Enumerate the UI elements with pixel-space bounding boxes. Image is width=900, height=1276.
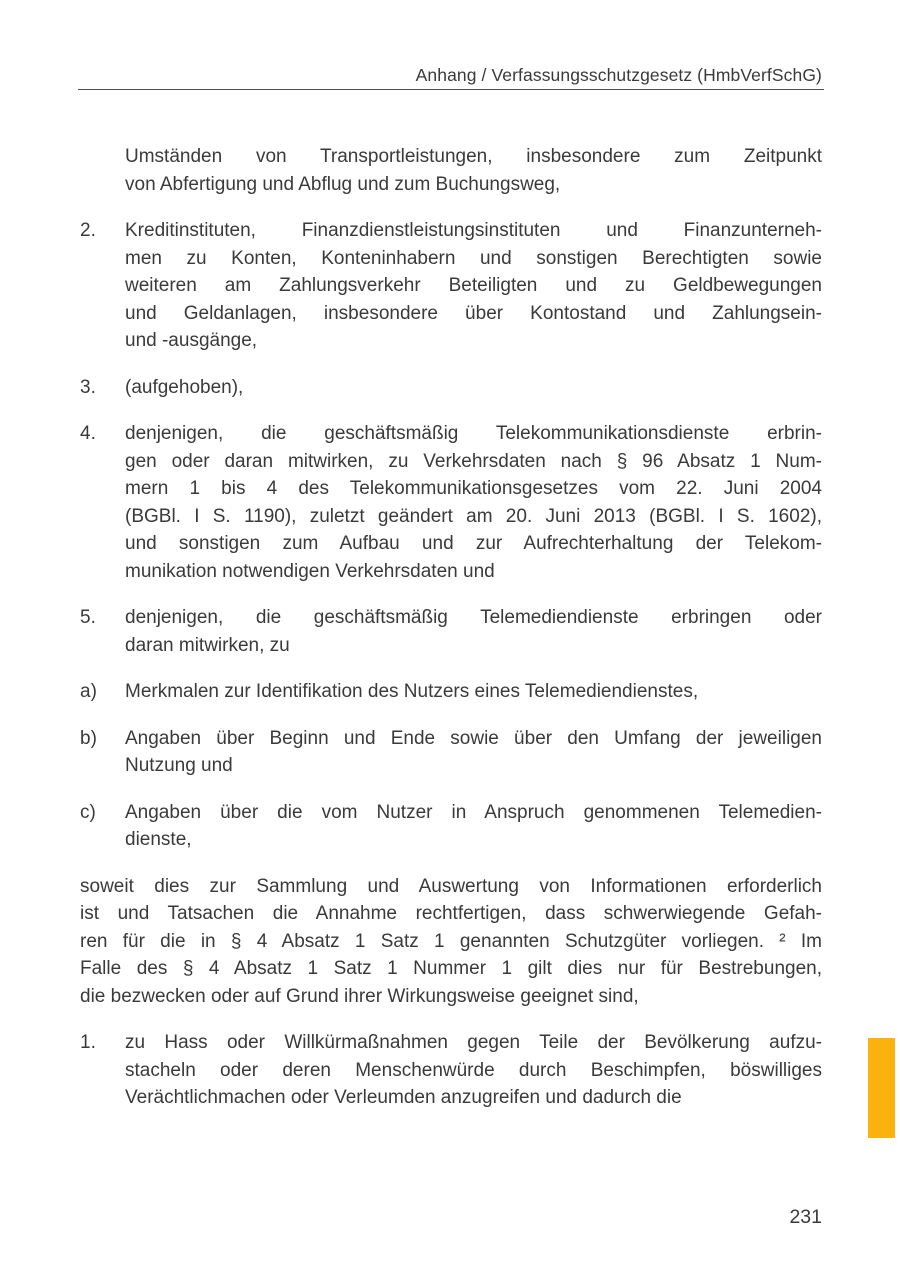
- item-label: 2.: [80, 220, 96, 241]
- text-line: und -ausgänge,: [125, 330, 258, 351]
- margin-marker: [868, 1038, 895, 1138]
- continuation-paragraph: [80, 143, 822, 198]
- text-line: Merkmalen zur Identifikation des Nutzers eines Telemediendienstes,: [125, 681, 699, 702]
- list-item-c: [80, 799, 822, 854]
- text-line: mern 1 bis 4 des Telekommunikationsgesetzes vom 22. Juni 2004: [125, 478, 822, 499]
- item-text: [125, 374, 822, 402]
- text-line: Falle des § 4 Absatz 1 Satz 1 Nummer 1 gilt dies nur für Bestrebungen,: [80, 958, 822, 979]
- list-item-5: [80, 604, 822, 659]
- text-line: Angaben über die vom Nutzer in Anspruch genommenen Telemedien-: [125, 801, 822, 823]
- item-label: 1.: [80, 1032, 96, 1053]
- text-line: Verächtlichmachen oder Verleumden anzugreifen und dadurch die: [125, 1087, 682, 1108]
- item-text: [125, 1029, 822, 1112]
- item-label: 4.: [80, 423, 96, 444]
- list-item-b: [80, 725, 822, 780]
- running-header: Anhang / Verfassungsschutzgesetz (HmbVerfSchG): [415, 65, 822, 85]
- item-text: [125, 143, 822, 198]
- text-line: denjenigen, die geschäftsmäßig Telekommunikationsdienste erbrin-: [125, 423, 822, 444]
- text-line: Kreditinstituten, Finanzdienstleistungsinstituten und Finanzunterneh-: [125, 220, 822, 241]
- page-number: 231: [789, 1206, 822, 1228]
- text-line: denjenigen, die geschäftsmäßig Telemediendienste erbringen oder: [125, 607, 822, 628]
- item-text: [125, 420, 822, 585]
- text-line: die bezwecken oder auf Grund ihrer Wirkungsweise geeignet sind,: [80, 985, 639, 1007]
- item-text: [80, 873, 822, 1011]
- text-line: munikation notwendigen Verkehrsdaten und: [125, 560, 495, 582]
- item-text: [125, 678, 822, 706]
- item-text: [125, 217, 822, 355]
- text-line: men zu Konten, Konteninhabern und sonstigen Berechtigten sowie: [125, 247, 822, 269]
- content-blocks: [80, 143, 822, 1131]
- list-item-3: [80, 374, 822, 402]
- text-line: Angaben über Beginn und Ende sowie über den Umfang der jeweiligen: [125, 727, 822, 749]
- text-line: soweit dies zur Sammlung und Auswertung von Informationen erforderlich: [80, 875, 822, 897]
- item-label: c): [80, 801, 96, 823]
- header-rule: [78, 89, 824, 90]
- text-line: (BGBl. I S. 1190), zuletzt geändert am 20. Juni 2013 (BGBl. I S. 1602),: [125, 505, 822, 527]
- text-line: stacheln oder deren Menschenwürde durch Beschimpfen, böswilliges: [125, 1059, 822, 1081]
- item-text: [125, 799, 822, 854]
- text-line: daran mitwirken, zu: [125, 634, 290, 656]
- text-line: ist und Tatsachen die Annahme rechtfertigen, dass schwerwiegende Gefah-: [80, 903, 822, 924]
- paragraph: [80, 873, 822, 1011]
- item-label: b): [80, 727, 97, 749]
- list-item-1: [80, 1029, 822, 1112]
- text-line: gen oder daran mitwirken, zu Verkehrsdaten nach § 96 Absatz 1 Num-: [125, 450, 822, 472]
- text-line: zu Hass oder Willkürmaßnahmen gegen Teile der Bevölkerung aufzu-: [125, 1032, 822, 1053]
- text-line: und sonstigen zum Aufbau und zur Aufrechterhaltung der Telekom-: [125, 533, 822, 554]
- list-item-a: [80, 678, 822, 706]
- item-text: [125, 725, 822, 780]
- list-item-4: [80, 420, 822, 585]
- text-line: (aufgehoben),: [125, 376, 244, 398]
- text-line: ren für die in § 4 Absatz 1 Satz 1 genannten Schutzgüter vorliegen. ² Im: [80, 930, 822, 952]
- text-line: Umständen von Transportleistungen, insbesondere zum Zeitpunkt: [125, 146, 822, 167]
- text-line: und Geldanlagen, insbesondere über Kontostand und Zahlungsein-: [125, 302, 822, 324]
- text-line: Nutzung und: [125, 755, 233, 776]
- text-line: von Abfertigung und Abflug und zum Buchungsweg,: [125, 173, 561, 195]
- item-label: 5.: [80, 607, 96, 628]
- text-line: dienste,: [125, 829, 192, 850]
- list-item-2: [80, 217, 822, 355]
- text-line: weiteren am Zahlungsverkehr Beteiligten und zu Geldbewegungen: [125, 275, 822, 296]
- item-label: a): [80, 681, 97, 702]
- item-label: [80, 143, 125, 198]
- item-label: 3.: [80, 376, 96, 398]
- item-text: [125, 604, 822, 659]
